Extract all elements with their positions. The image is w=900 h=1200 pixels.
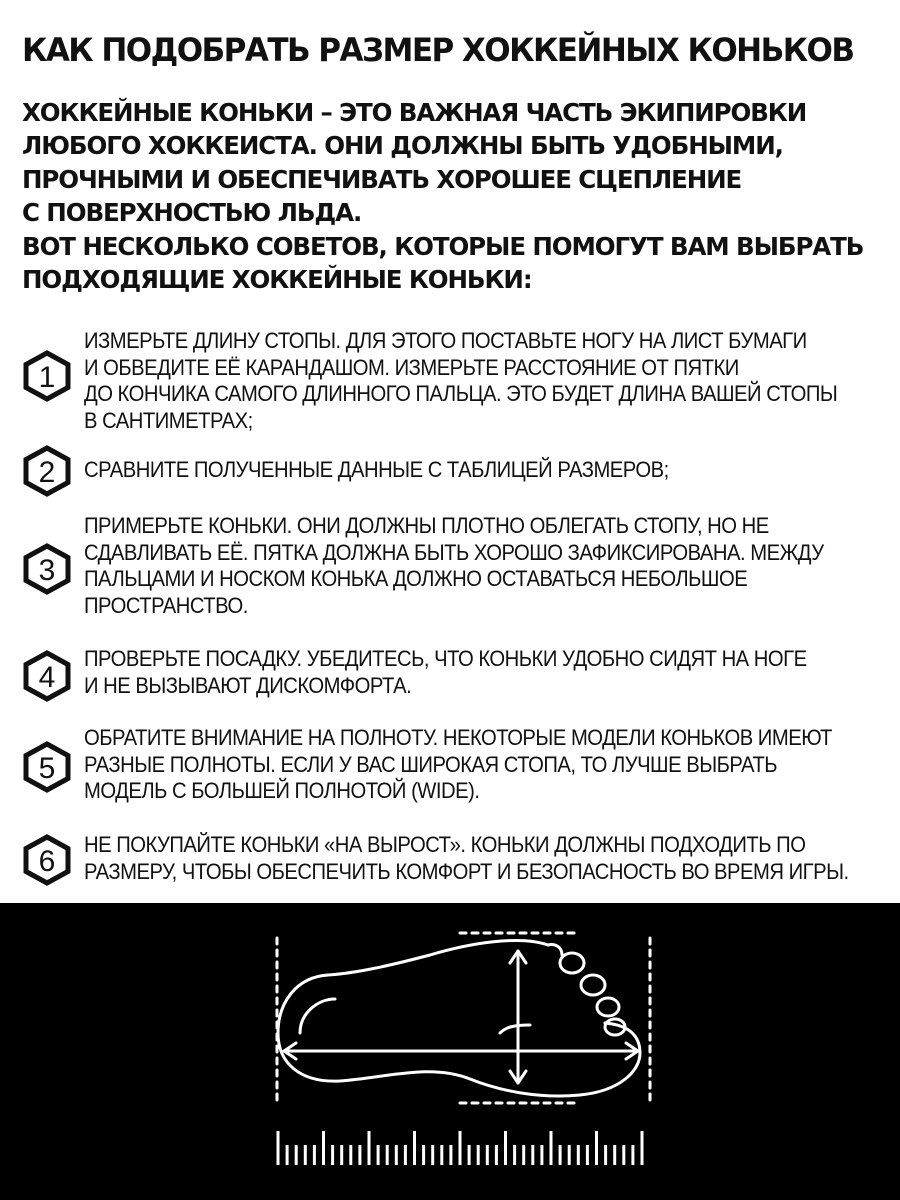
intro-line: ВОТ НЕСКОЛЬКО СОВЕТОВ, КОТОРЫЕ ПОМОГУТ ВАМ ВЫБРАТЬ [22,231,864,261]
step-line: СДАВЛИВАТЬ ЕЁ. ПЯТКА ДОЛЖНА БЫТЬ ХОРОШО ЗАФИКСИРОВАНА. МЕЖДУ [84,539,824,565]
step-text [84,646,826,699]
hexagon-number-icon [22,741,72,791]
step-line: СРАВНИТЕ ПОЛУЧЕННЫЕ ДАННЫЕ С ТАБЛИЦЕЙ РАЗМЕРОВ; [84,457,669,482]
step-line: ПРИМЕРЬТЕ КОНЬКИ. ОНИ ДОЛЖНЫ ПЛОТНО ОБЛЕГАТЬ СТОПУ, НО НЕ [84,513,769,538]
step-line: РАЗНЫЕ ПОЛНОТЫ. ЕСЛИ У ВАС ШИРОКАЯ СТОПА, ТО ЛУЧШЕ ВЫБРАТЬ [84,751,778,777]
step-line: И ОБВЕДИТЕ ЕЁ КАРАНДАШОМ. ИЗМЕРЬТЕ РАССТОЯНИЕ ОТ ПЯТКИ [84,354,739,380]
step-line: МОДЕЛЬ С БОЛЬШЕЙ ПОЛНОТОЙ (WIDE). [84,778,480,803]
hexagon-number-icon [22,543,72,593]
svg-text:4: 4 [38,661,56,694]
hexagon-number-icon [22,350,72,400]
page-title: КАК ПОДОБРАТЬ РАЗМЕР ХОККЕЙНЫХ КОНЬКОВ [22,31,854,69]
intro-line: ХОККЕЙНЫЕ КОНЬКИ – ЭТО ВАЖНАЯ ЧАСТЬ ЭКИПИРОВКИ [22,98,807,127]
step-line: ПРОСТРАНСТВО. [84,592,248,618]
hexagon-number-icon [22,445,72,495]
step-text [84,725,832,805]
svg-text:1: 1 [38,361,56,394]
intro-line: ЛЮБОГО ХОККЕИСТА. ОНИ ДОЛЖНЫ БЫТЬ УДОБНЫМИ, [22,131,783,161]
step-text [84,832,849,885]
svg-text:3: 3 [38,554,56,587]
svg-text:2: 2 [38,456,56,489]
step-line: ИЗМЕРЬТЕ ДЛИНУ СТОПЫ. ДЛЯ ЭТОГО ПОСТАВЬТЕ НОГУ НА ЛИСТ БУМАГИ [84,328,807,353]
step-line: ПРОВЕРЬТЕ ПОСАДКУ. УБЕДИТЕСЬ, ЧТО КОНЬКИ УДОБНО СИДЯТ НА НОГЕ [84,646,807,671]
svg-text:5: 5 [38,752,56,785]
step-line: В САНТИМЕТРАХ; [84,407,253,433]
intro-text [22,96,882,296]
hexagon-number-icon [22,650,72,700]
ruler-scale-icon [278,1131,642,1165]
svg-text:6: 6 [38,845,56,878]
step-line: ПАЛЬЦАМИ И НОСКОМ КОНЬКА ДОЛЖНО ОСТАВАТЬСЯ НЕБОЛЬШОЕ [84,566,748,591]
step-line: ОБРАТИТЕ ВНИМАНИЕ НА ПОЛНОТУ. НЕКОТОРЫЕ МОДЕЛИ КОНЬКОВ ИМЕЮТ [84,725,832,750]
intro-line: ПОДХОДЯЩИЕ ХОККЕЙНЫЕ КОНЬКИ: [22,265,532,295]
step-line: И НЕ ВЫЗЫВАЮТ ДИСКОМФОРТА. [84,672,412,698]
step-text [84,513,826,619]
step-line: ДО КОНЧИКА САМОГО ДЛИННОГО ПАЛЬЦА. ЭТО БУДЕТ ДЛИНА ВАШЕЙ СТОПЫ [84,381,838,406]
step-text [84,328,838,434]
hexagon-number-icon [22,834,72,884]
step-line: НЕ ПОКУПАЙТЕ КОНЬКИ «НА ВЫРОСТ». КОНЬКИ ДОЛЖНЫ ПОДХОДИТЬ ПО [84,832,806,857]
foot-measurement-icon [0,903,900,1200]
step-line: РАЗМЕРУ, ЧТОБЫ ОБЕСПЕЧИТЬ КОМФОРТ И БЕЗОПАСНОСТЬ ВО ВРЕМЯ ИГРЫ. [84,858,849,884]
foot-illustration-panel [0,903,900,1200]
step-text [84,457,826,484]
intro-line: ПРОЧНЫМИ И ОБЕСПЕЧИВАТЬ ХОРОШЕЕ СЦЕПЛЕНИЕ [22,164,742,194]
intro-line: С ПОВЕРХНОСТЬЮ ЛЬДА. [22,198,362,228]
